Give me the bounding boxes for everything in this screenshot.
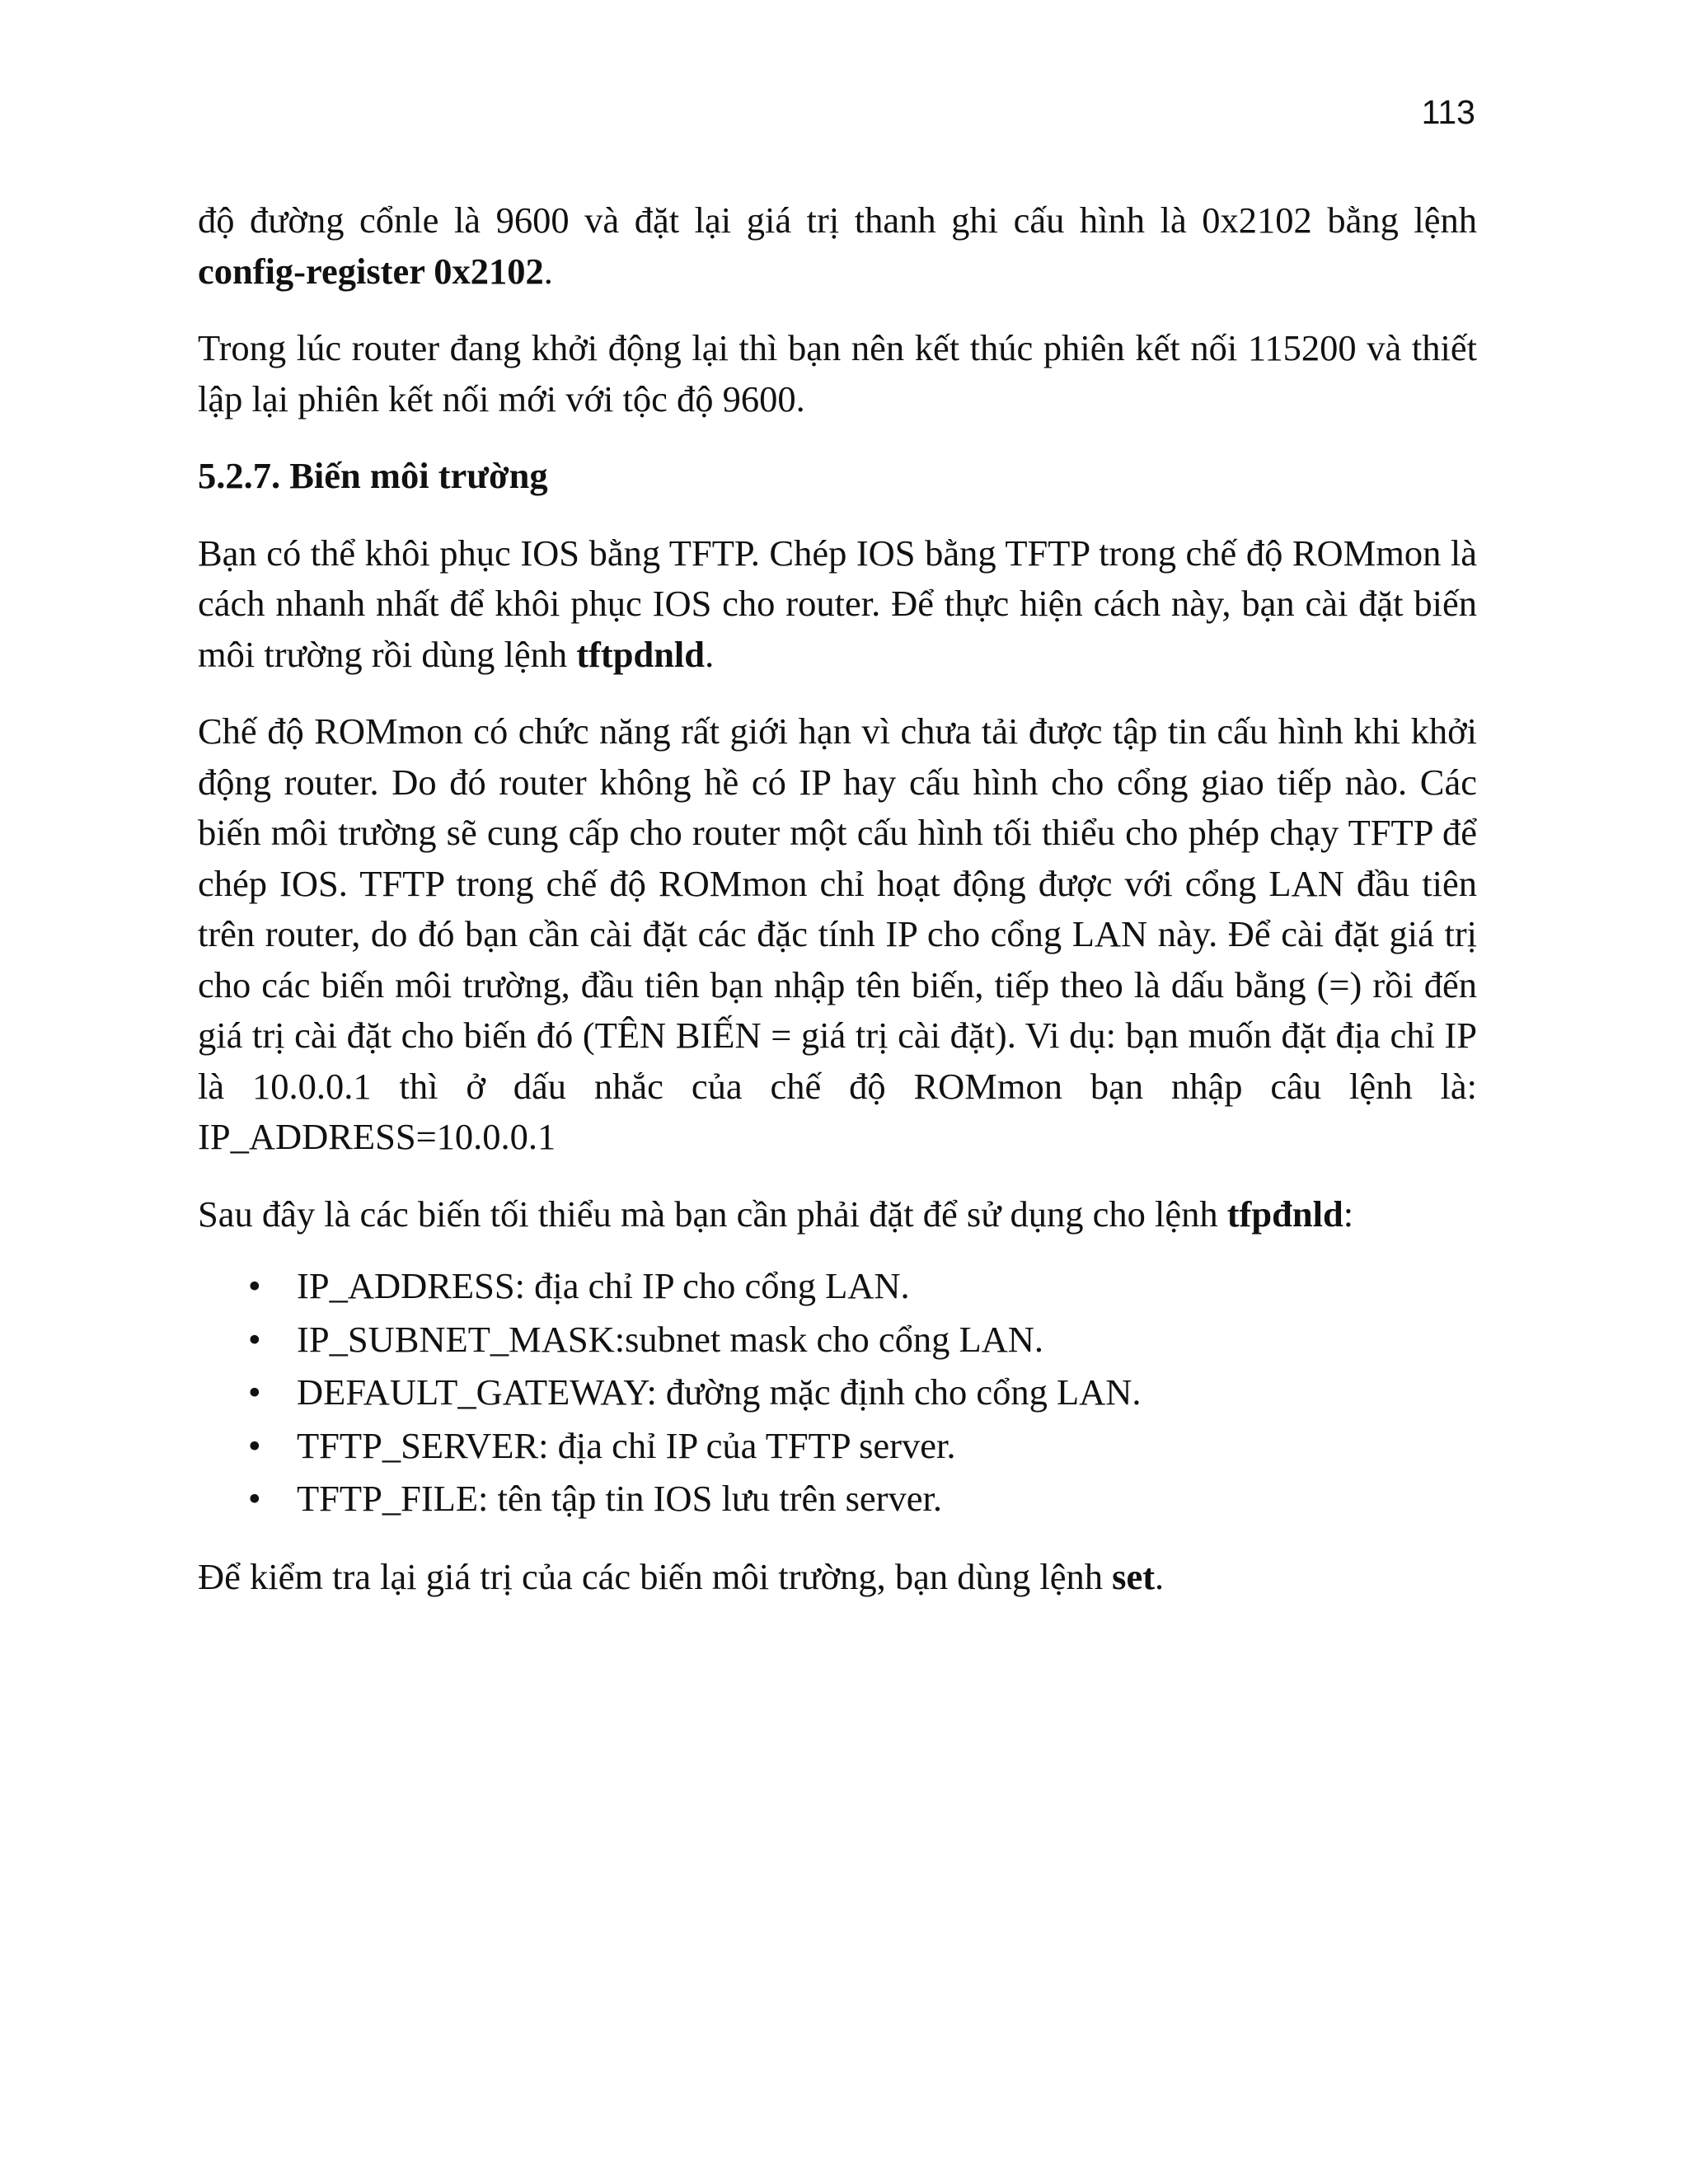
- bullet-icon: •: [248, 1424, 261, 1466]
- paragraph-1-text: độ đường cổnle là 9600 và đặt lại giá trị thanh ghi cấu hình là 0x2102 bằng lệnh: [198, 199, 1477, 241]
- paragraph-5: [198, 1189, 1477, 1240]
- bullet-icon: •: [248, 1478, 261, 1519]
- paragraph-3-end: .: [705, 633, 715, 675]
- list-item: [198, 1366, 1477, 1419]
- variable-list: [198, 1259, 1477, 1526]
- paragraph-3: [198, 528, 1477, 681]
- bullet-icon: •: [248, 1265, 261, 1306]
- list-item-text: TFTP_SERVER: địa chỉ IP của TFTP server.: [297, 1424, 956, 1466]
- paragraph-6: [198, 1552, 1477, 1603]
- paragraph-6-text: Để kiểm tra lại giá trị của các biến môi trường, bạn dùng lệnh: [198, 1555, 1113, 1597]
- command-config-register: config-register 0x2102: [198, 250, 544, 292]
- page-content: [198, 195, 1477, 1629]
- paragraph-3-text: Bạn có thể khôi phục IOS bằng TFTP. Chép IOS bằng TFTP trong chế độ ROMmon là cách nhanh nhất để khôi phục IOS cho router. Để thực hiện cách này, bạn cài đặt biến môi trường rồi dùng lệnh: [198, 532, 1477, 675]
- command-tftpdnld: tftpdnld: [576, 633, 706, 675]
- list-item: [198, 1419, 1477, 1473]
- bullet-icon: •: [248, 1371, 261, 1413]
- command-set: set: [1112, 1555, 1156, 1597]
- paragraph-2-text: Trong lúc router đang khởi động lại thì bạn nên kết thúc phiên kết nối 115200 và thiết lập lại phiên kết nối mới với tộc độ 9600.: [198, 327, 1477, 419]
- list-item-text: DEFAULT_GATEWAY: đường mặc định cho cổng LAN.: [297, 1371, 1142, 1413]
- list-item-text: IP_SUBNET_MASK:subnet mask cho cổng LAN.: [297, 1318, 1044, 1360]
- list-item-text: IP_ADDRESS: địa chỉ IP cho cổng LAN.: [297, 1265, 910, 1306]
- list-item: [198, 1472, 1477, 1526]
- paragraph-1-end: .: [543, 250, 553, 292]
- paragraph-5-end: :: [1343, 1193, 1354, 1235]
- list-item: [198, 1313, 1477, 1366]
- list-item-text: TFTP_FILE: tên tập tin IOS lưu trên server.: [297, 1478, 942, 1519]
- page-number: 113: [1421, 93, 1475, 131]
- paragraph-6-end: .: [1155, 1555, 1165, 1597]
- paragraph-4: [198, 706, 1477, 1163]
- command-tfpdnld: tfpđnld: [1226, 1193, 1343, 1235]
- paragraph-5-text: Sau đây là các biến tối thiểu mà bạn cần phải đặt để sử dụng cho lệnh: [198, 1193, 1227, 1235]
- paragraph-1: [198, 195, 1477, 297]
- list-item: [198, 1259, 1477, 1313]
- section-heading: 5.2.7. Biến môi trường: [198, 455, 548, 496]
- bullet-icon: •: [248, 1318, 261, 1360]
- paragraph-4-text: Chế độ ROMmon có chức năng rất giới hạn vì chưa tải được tập tin cấu hình khi khởi động router. Do đó router không hề có IP hay cấu hình cho cổng giao tiếp nào. Các biến môi trường sẽ cung cấp cho router một cấu hình tối thiểu cho phép chạy TFTP để chép IOS. TFTP trong chế độ ROMmon chỉ hoạt động được với cổng LAN đầu tiên trên router, do đó bạn cần cài đặt các đặc tính IP cho cổng LAN này. Để cài đặt giá trị cho các biến môi trường, đầu tiên bạn nhập tên biến, tiếp theo là dấu bằng (=) rồi đến giá trị cài đặt cho biến đó (TÊN BIẾN = giá trị cài đặt). Vi dụ: bạn muốn đặt địa chỉ IP là 10.0.0.1 thì ở dấu nhắc của chế độ ROMmon bạn nhập câu lệnh là: IP_ADDRESS=10.0.0.1: [198, 710, 1477, 1157]
- paragraph-2: [198, 323, 1477, 424]
